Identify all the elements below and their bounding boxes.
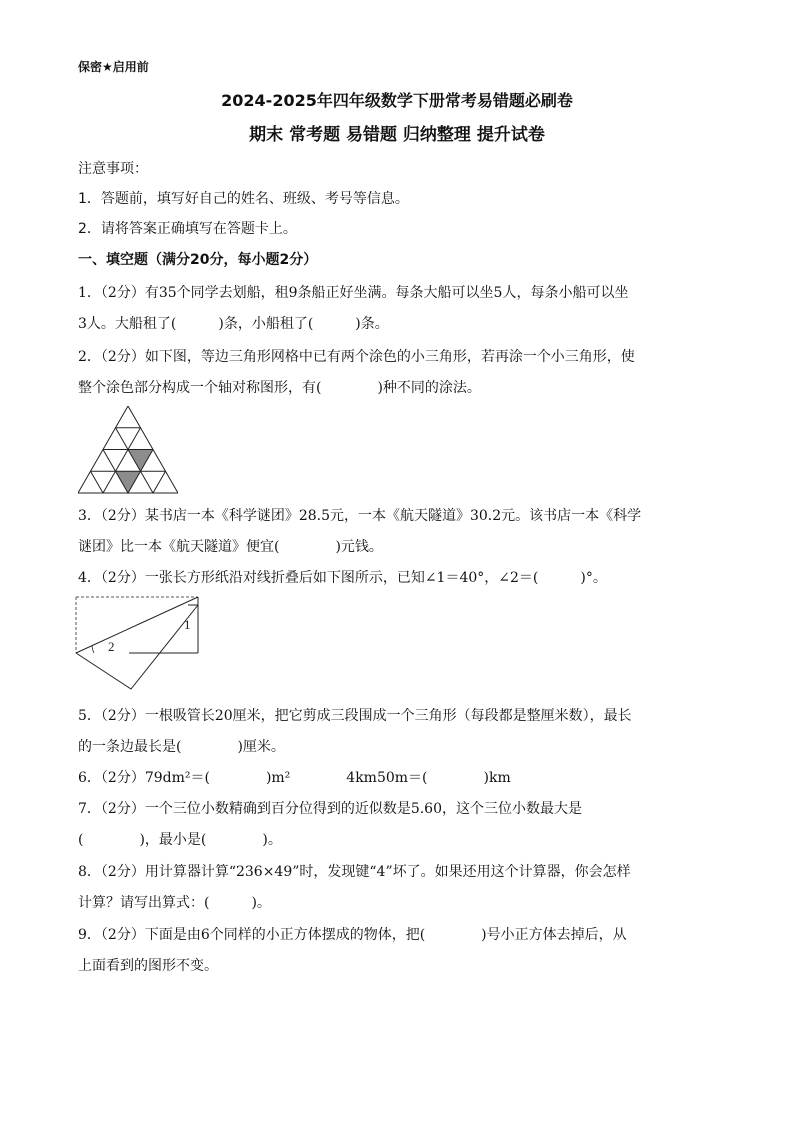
angle-2-label: 2	[108, 639, 115, 654]
question-2-line-1: 2．（2分）如下图，等边三角形网格中已有两个涂色的小三角形，若再涂一个小三角形，使	[78, 349, 635, 365]
section-heading: 一、填空题（满分20分，每小题2分）	[78, 252, 318, 268]
question-1-line-2: 3人。大船租了( )条，小船租了( )条。	[78, 316, 389, 332]
question-5-line-1: 5．（2分）一根吸管长20厘米，把它剪成三段围成一个三角形（每段都是整厘米数），最长	[78, 708, 632, 724]
question-9-line-1: 9．（2分）下面是由6个同样的小正方体摆成的物体，把( )号小正方体去掉后，从	[78, 927, 627, 943]
triangle-grid-figure	[78, 406, 178, 494]
note-item-1: 1．答题前，填写好自己的姓名、班级、考号等信息。	[78, 191, 409, 207]
question-9-line-2: 上面看到的图形不变。	[78, 958, 218, 974]
question-7-line-2: ( )，最小是( )。	[78, 832, 282, 848]
question-5-line-2: 的一条边最长是( )厘米。	[78, 739, 285, 755]
notes-heading: 注意事项：	[78, 161, 148, 177]
angle-1-label: 1	[184, 617, 191, 632]
question-2-line-2: 整个涂色部分构成一个轴对称图形，有( )种不同的涂法。	[78, 380, 481, 396]
shaded-triangle	[116, 471, 141, 493]
note-item-2: 2．请将答案正确填写在答题卡上。	[78, 221, 297, 237]
question-1-line-1: 1．（2分）有35个同学去划船，租9条船正好坐满。每条大船可以坐5人，每条小船可以坐	[78, 285, 629, 301]
question-6-line-1: 6．（2分）79dm²＝( )m² 4km50m＝( )km	[78, 770, 511, 786]
exam-title: 2024-2025年四年级数学下册常考易错题必刷卷	[221, 91, 573, 110]
exam-subtitle: 期末 常考题 易错题 归纳整理 提升试卷	[249, 125, 545, 145]
question-3-line-2: 谜团》比一本《航天隧道》便宜( )元钱。	[78, 539, 383, 555]
question-8-line-1: 8．（2分）用计算器计算“236×49”时，发现键“4”坏了。如果还用这个计算器，你会怎样	[78, 864, 631, 880]
question-7-line-1: 7．（2分）一个三位小数精确到百分位得到的近似数是5.60，这个三位小数最大是	[78, 801, 582, 817]
question-4-line-1: 4．（2分）一张长方形纸沿对线折叠后如下图所示，已知∠1＝40°，∠2＝( )°。	[78, 570, 607, 586]
confidential-mark: 保密★启用前	[78, 60, 149, 74]
question-3-line-1: 3．（2分）某书店一本《科学谜团》28.5元，一本《航天隧道》30.2元。该书店一本《科学	[78, 508, 642, 524]
folded-rectangle-figure	[74, 595, 202, 691]
question-8-line-2: 计算？请写出算式：( )。	[78, 895, 271, 911]
